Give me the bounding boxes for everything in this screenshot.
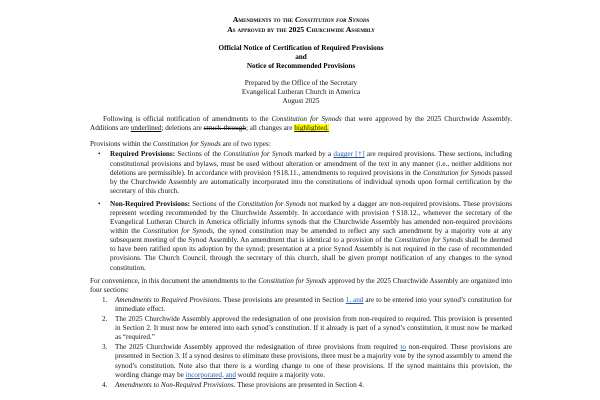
types-lead-paragraph: Provisions within the Constitution for Synods are of two types: — [90, 140, 271, 149]
list-item-text: The 2025 Churchwide Assembly approved the redesignation of one provision from non-required to required. This provision is presented in Section 2. It must now be entered into each synod’s constitution. If it already is part of a synod’s constitution, it must now be marked as “required.” — [115, 315, 512, 342]
intro-paragraph: Following is official notification of amendments to the Constitution for Synods that were approved by the 2025 Churchwide Assembly. Additions are underlined; deletions are struck-through; all changes are highlighted. — [90, 115, 513, 133]
notice-heading-conjunction: and — [295, 52, 307, 61]
list-item-text: Amendments to Non-Required Provisions. These provisions are presented in Section 4. — [115, 380, 364, 389]
bullet-marker: • — [98, 199, 101, 208]
doc-title-line-1: Amendments to the Constitution for Synods — [232, 15, 370, 24]
list-number: 4. — [102, 380, 108, 389]
bullet-marker: • — [98, 150, 101, 159]
numbered-item-1 — [90, 296, 512, 314]
prepared-by-line: Prepared by the Office of the Secretary — [244, 78, 358, 87]
bullet-text: Non-Required Provisions: Sections of the Constitution for Synods not marked by a dagger are non-required provisions. These provisions represent wording recommended by the Churchwide Assembly. In accordance with provision †S18.12., whenever the secretary of the Evangelical Lutheran Church in America officially informs synods that the Churchwide Assembly has amended non-required provisions within the Constitution for Synods, the synod constitution may be amended to reflect any such amendment by a majority vote at any subsequent meeting of the Synod Assembly. An amendment that is identical to a provision of the Constitution for Synods shall be deemed to have been ratified upon its adoption by the synod; presentation at a prior Synod Assembly is not required in the case of recommended provisions. The Church Council, through the secretary of this church, shall be given prompt notification of any changes to the synod constitution. — [110, 199, 513, 272]
bullet-item-non-required-provisions — [90, 200, 512, 273]
convenience-paragraph: For convenience, in this document the amendments to the Constitution for Synods approved by the 2025 Churchwide Assembly are organized into four sections: — [90, 276, 512, 294]
notice-heading-line-1: Official Notice of Certification of Required Provisions — [218, 43, 384, 52]
doc-title-block — [90, 15, 512, 35]
bullet-item-required-provisions — [90, 150, 512, 195]
list-item-text: Amendments to Required Provisions. These provisions are presented in Section 1, and are to be entered into your synod’s constitution for immediate effect. — [115, 295, 512, 313]
date-line: August 2025 — [282, 97, 320, 106]
numbered-item-4 — [90, 381, 512, 390]
notice-heading-block — [90, 44, 512, 71]
bullet-text: Required Provisions: Sections of the Constitution for Synods marked by a dagger [†] are required provisions. These sections, including constitutional provisions and bylaws, must be used without alteration or amendment of the text in any manner (i.e., neither additions nor deletions are permissible). In accordance with provision †S18.11., amendments to required provisions in the Constitution for Synods passed by the Churchwide Assembly are automatically incorporated into the constitutions of individual synods upon formal certification by the secretary of this church. — [110, 150, 512, 195]
numbered-item-2 — [90, 315, 512, 342]
notice-heading-line-2: Notice of Recommended Provisions — [246, 61, 356, 70]
list-item-text: The 2025 Churchwide Assembly approved the redesignation of three provisions from required to non-required. These provisions are presented in Section 3. If a synod desires to eliminate these provisions, there must be a majority vote by the synod assembly to amend the synod’s constitution. Note also that there is a wording change to one of these provisions. If the synod maintains this provision, the wording change may be incorporated, and would require a majority vote. — [115, 343, 512, 379]
list-number: 3. — [102, 343, 108, 352]
list-number: 2. — [102, 315, 108, 324]
doc-title-line-2: As approved by the 2025 Churchwide Assembly — [227, 24, 375, 34]
prepared-by-block — [90, 79, 512, 106]
church-name-line: Evangelical Lutheran Church in America — [241, 87, 361, 96]
numbered-item-3 — [90, 343, 512, 379]
list-number: 1. — [102, 295, 108, 304]
